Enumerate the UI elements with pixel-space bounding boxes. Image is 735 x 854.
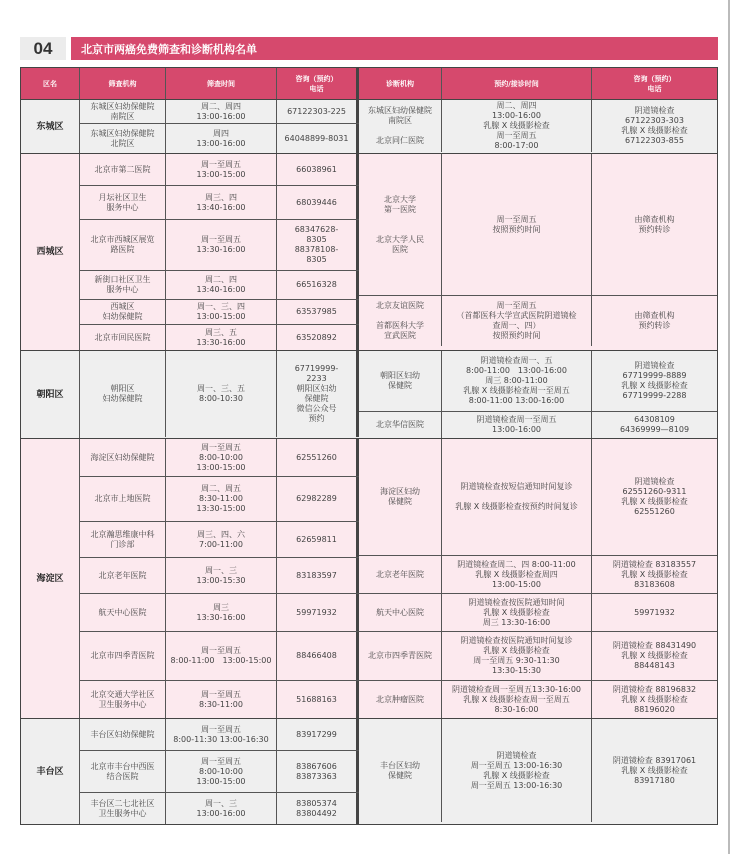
diagnosis-list (359, 351, 717, 438)
diagnosis-institution: 东城区妇幼保健院 南院区 北京同仁医院 (359, 100, 442, 152)
screening-phone: 83867606 83873363 (277, 751, 359, 792)
diagnosis-row (359, 594, 717, 632)
screening-time: 周二、四 13:40-16:00 (166, 271, 277, 299)
diagnosis-institution: 海淀区妇幼 保健院 (359, 439, 442, 555)
appointment-time: 周一至周五 按照预约时间 (442, 154, 592, 295)
diagnosis-phone: 由筛查机构 预约转诊 (634, 311, 675, 330)
screening-time: 周一至周五 8:00-11:30 13:00-16:30 (166, 719, 277, 750)
screening-phone: 63537985 (277, 300, 359, 324)
section-title: 北京市两癌免费筛查和诊断机构名单 (71, 37, 718, 60)
screening-phone: 83805374 83804492 (277, 793, 359, 824)
screening-institution: 北京交通大学社区 卫生服务中心 (80, 681, 166, 718)
appointment-time: 阴道镜检查周一至周五13:30-16:00 乳腺 X 线摄影检查周一至周五 8:30-16:00 (442, 681, 592, 718)
screening-time: 周一至周五 8:30-11:00 (166, 681, 277, 718)
diagnosis-phone: 阴道镜检查 83917061 乳腺 X 线摄影检查 83917180 (612, 755, 697, 785)
screening-phone: 64048899-8031 (277, 124, 359, 153)
diagnosis-row (359, 100, 717, 152)
diagnosis-phone: 阴道镜检查 67122303-303 乳腺 X 线摄影检查 67122303-855 (621, 106, 688, 145)
screening-phone: 63520892 (277, 325, 359, 350)
header-district: 区名 (21, 68, 80, 99)
diagnosis-phone: 阴道镜检查 62551260-9311 乳腺 X 线摄影检查 62551260 (621, 477, 688, 516)
screening-row (80, 477, 359, 522)
screening-row (80, 300, 359, 325)
screening-phone: 62551260 (277, 439, 359, 476)
screening-institution: 北京老年医院 (80, 558, 166, 593)
screening-row (80, 632, 359, 681)
screening-institution: 北京瀚思维康中科 门诊部 (80, 522, 166, 557)
screening-institution: 北京市四季青医院 (80, 632, 166, 680)
district-name: 朝阳区 (21, 351, 80, 438)
screening-phone: 67122303-225 (277, 100, 359, 123)
district-row (21, 351, 717, 439)
screening-time: 周一、三、五 8:00-10:30 (166, 351, 277, 437)
appointment-time: 周一至周五 （首都医科大学宣武医院阴道镜检 查周一、四） 按照预约时间 (442, 296, 592, 346)
diagnosis-institution: 北京友谊医院 首都医科大学 宣武医院 (359, 296, 442, 346)
screening-institution: 航天中心医院 (80, 594, 166, 631)
screening-time: 周一至周五 13:00-15:00 (166, 154, 277, 185)
screening-institution: 西城区 妇幼保健院 (80, 300, 166, 324)
appointment-time: 阴道镜检查周一至周五 13:00-16:00 (442, 412, 592, 438)
screening-time: 周一、三 13:00-15:30 (166, 558, 277, 593)
diagnosis-row (359, 719, 717, 822)
screening-phone: 66038961 (277, 154, 359, 185)
diagnosis-institution: 北京肿瘤医院 (359, 681, 442, 718)
screening-phone: 83183597 (277, 558, 359, 593)
screening-time: 周二、周五 8:30-11:00 13:30-15:00 (166, 477, 277, 521)
diagnosis-institution: 朝阳区妇幼 保健院 (359, 351, 442, 411)
screening-list (80, 154, 359, 350)
diagnosis-row (359, 412, 717, 438)
screening-institution: 丰台区二七北社区 卫生服务中心 (80, 793, 166, 824)
screening-institution: 海淀区妇幼保健院 (80, 439, 166, 476)
diagnosis-phone: 阴道镜检查 67719999-8889 乳腺 X 线摄影检查 67719999-2288 (621, 361, 688, 400)
diagnosis-row (359, 681, 717, 718)
screening-institution: 东城区妇幼保健院 南院区 (80, 100, 166, 123)
screening-phone: 51688163 (277, 681, 359, 718)
screening-institution: 丰台区妇幼保健院 (80, 719, 166, 750)
diagnosis-row (359, 439, 717, 556)
diagnosis-row (359, 556, 717, 594)
screening-time: 周三、四、六 7:00-11:00 (166, 522, 277, 557)
screening-phone: 88466408 (277, 632, 359, 680)
diagnosis-phone: 阴道镜检查 83183557 乳腺 X 线摄影检查 83183608 (612, 559, 697, 589)
district-row (21, 100, 717, 154)
screening-time: 周四 13:00-16:00 (166, 124, 277, 153)
screening-row (80, 439, 359, 477)
table-header (21, 68, 717, 100)
screening-row (80, 325, 359, 350)
district-row (21, 439, 717, 719)
appointment-time: 阴道镜检查周一、五 8:00-11:00 13:00-16:00 周三 8:00-11:00 乳腺 X 线摄影检查周一至周五 8:00-11:00 13:00-16:00 (442, 351, 592, 411)
screening-list (80, 439, 359, 718)
diagnosis-phone: 阴道镜检查 88431490 乳腺 X 线摄影检查 88448143 (612, 641, 697, 670)
diagnosis-list (359, 100, 717, 153)
appointment-time: 周二、周四 13:00-16:00 乳腺 X 线摄影检查 周一至周五 8:00-17:00 (442, 100, 592, 152)
screening-time: 周三、五 13:30-16:00 (166, 325, 277, 350)
screening-time: 周三、四 13:40-16:00 (166, 186, 277, 219)
header-screening-phone: 咨询（预约） 电话 (277, 68, 359, 99)
screening-phone: 66516328 (277, 271, 359, 299)
screening-phone: 83917299 (277, 719, 359, 750)
screening-phone: 68039446 (277, 186, 359, 219)
screening-institution: 北京市回民医院 (80, 325, 166, 350)
appointment-time: 阴道镜检查按医院通知时间 乳腺 X 线摄影检查 周三 13:30-16:00 (442, 594, 592, 631)
header-screening-time: 筛查时间 (166, 68, 277, 99)
header-diagnosis-phone: 咨询（预约） 电话 (592, 68, 717, 99)
appointment-time: 阴道镜检查周二、四 8:00-11:00 乳腺 X 线摄影检查周四 13:00-15:00 (442, 556, 592, 593)
screening-row (80, 751, 359, 793)
screening-time: 周一至周五 8:00-10:00 13:00-15:00 (166, 751, 277, 792)
diagnosis-institution: 北京华信医院 (359, 412, 442, 438)
screening-row (80, 522, 359, 558)
diagnosis-row (359, 154, 717, 296)
screening-institution: 北京市上地医院 (80, 477, 166, 521)
screening-row (80, 351, 359, 437)
screening-row (80, 220, 359, 271)
appointment-time: 阴道镜检查按医院通知时间复诊 乳腺 X 线摄影检查 周一至周五 9:30-11:30 13:30-15:30 (442, 632, 592, 680)
screening-phone: 59971932 (277, 594, 359, 631)
screening-institution: 朝阳区 妇幼保健院 (80, 351, 166, 437)
screening-row (80, 681, 359, 718)
screening-row (80, 154, 359, 186)
diagnosis-phone: 59971932 (634, 607, 675, 617)
district-name: 西城区 (21, 154, 80, 350)
screening-row (80, 271, 359, 300)
diagnosis-institution: 北京市四季青医院 (359, 632, 442, 680)
diagnosis-list (359, 719, 717, 824)
diagnosis-row (359, 351, 717, 412)
screening-institution: 东城区妇幼保健院 北院区 (80, 124, 166, 153)
screening-time: 周三 13:30-16:00 (166, 594, 277, 631)
screening-time: 周一至周五 8:00-10:00 13:00-15:00 (166, 439, 277, 476)
screening-phone: 67719999- 2233 朝阳区妇幼 保健院 微信公众号 预约 (277, 351, 359, 437)
screening-list (80, 351, 359, 438)
appointment-time: 阴道镜检查 周一至周五 13:00-16:30 乳腺 X 线摄影检查 周一至周五 13:00-16:30 (442, 719, 592, 822)
diagnosis-phone: 64308109 64369999—8109 (619, 415, 690, 434)
screening-time: 周一、三 13:00-16:00 (166, 793, 277, 824)
diagnosis-row (359, 632, 717, 681)
district-name: 海淀区 (21, 439, 80, 718)
header-screening-institution: 筛查机构 (80, 68, 166, 99)
diagnosis-list (359, 439, 717, 718)
district-name: 丰台区 (21, 719, 80, 824)
header-diagnosis-institution: 诊断机构 (359, 68, 442, 99)
screening-phone: 62982289 (277, 477, 359, 521)
screening-phone: 62659811 (277, 522, 359, 557)
diagnosis-institution: 北京老年医院 (359, 556, 442, 593)
screening-phone: 68347628- 8305 88378108- 8305 (277, 220, 359, 270)
diagnosis-institution: 北京大学 第一医院 北京大学人民 医院 (359, 154, 442, 295)
section-number: 04 (20, 37, 66, 60)
screening-time: 周一至周五 8:00-11:00 13:00-15:00 (166, 632, 277, 680)
screening-institution: 北京市第二医院 (80, 154, 166, 185)
screening-list (80, 100, 359, 153)
diagnosis-institution: 丰台区妇幼 保健院 (359, 719, 442, 822)
diagnosis-phone: 阴道镜检查 88196832 乳腺 X 线摄影检查 88196020 (612, 684, 697, 714)
screening-row (80, 594, 359, 632)
screening-row (80, 100, 359, 124)
diagnosis-institution: 航天中心医院 (359, 594, 442, 631)
screening-institution: 月坛社区卫生 服务中心 (80, 186, 166, 219)
screening-row (80, 793, 359, 824)
district-row (21, 154, 717, 351)
screening-row (80, 124, 359, 153)
screening-row (80, 719, 359, 751)
diagnosis-row (359, 296, 717, 346)
screening-institution: 北京市丰台中西医 结合医院 (80, 751, 166, 792)
screening-row (80, 186, 359, 220)
header-appointment-time: 预约/接诊时间 (442, 68, 592, 99)
screening-institution: 新街口社区卫生 服务中心 (80, 271, 166, 299)
screening-time: 周一至周五 13:30-16:00 (166, 220, 277, 270)
screening-institution: 北京市西城区展览 路医院 (80, 220, 166, 270)
diagnosis-phone: 由筛查机构 预约转诊 (634, 214, 675, 234)
district-name: 东城区 (21, 100, 80, 153)
screening-list (80, 719, 359, 824)
screening-time: 周二、周四 13:00-16:00 (166, 100, 277, 123)
institution-table (20, 67, 718, 825)
diagnosis-list (359, 154, 717, 350)
district-row (21, 719, 717, 824)
appointment-time: 阴道镜检查按短信通知时间复诊 乳腺 X 线摄影检查按预约时间复诊 (442, 439, 592, 555)
screening-row (80, 558, 359, 594)
screening-time: 周一、三、四 13:00-15:00 (166, 300, 277, 324)
page-edge (728, 0, 730, 854)
